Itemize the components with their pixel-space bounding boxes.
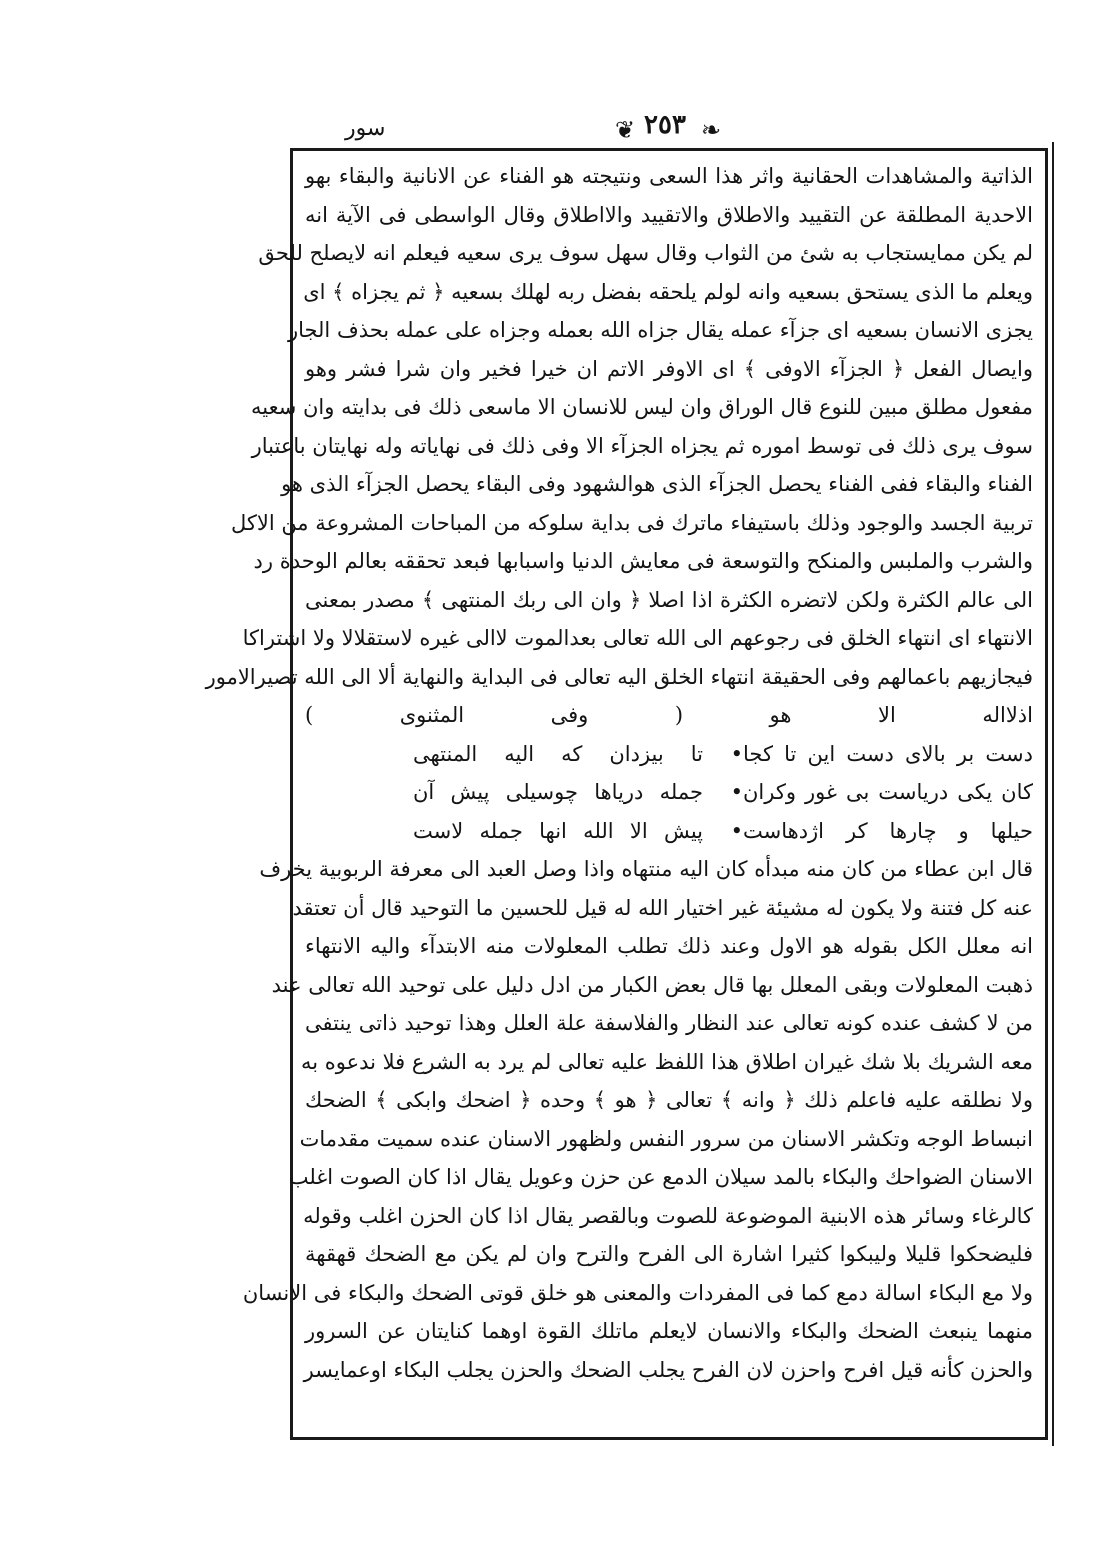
text-line: الذاتية والمشاهدات الحقانية واثر هذا السعى ونتيجته هو الفناء عن الانانية والبقاء بهو (305, 164, 1033, 188)
text-line: فليضحكوا قليلا وليبكوا كثيرا اشارة الى الفرح والترح وان لم يكن مع الضحك قهقهة (305, 1242, 1033, 1266)
page-header (345, 110, 935, 152)
text-line: مفعول مطلق مبين للنوع قال الوراق وان ليس للانسان الا ماسعى ذلك فى بدايته وان سعيه (251, 395, 1033, 419)
ornament-right-icon: ❧ (701, 116, 722, 144)
verse-hemistich-right: حيلها و چارها كر اژدهاست (743, 818, 1033, 843)
verse-hemistich-left: جمله درياها چوسيلى پيش آن (413, 780, 703, 804)
text-line: من لا كشف عنده كونه تعالى عند النظار والفلاسفة علة العلل وهذا توحيد ذاتى ينتفى (305, 1011, 1033, 1035)
text-line: الاسنان الضواحك والبكاء بالمد سيلان الدمع عن حزن وعويل يقال اذا كان الصوت اغلب (288, 1165, 1033, 1189)
text-line: ولا مع البكاء اسالة دمع كما فى المفردات والمعنى هو خلق قوتى الضحك والبكاء فى الانسان (242, 1280, 1033, 1305)
text-line: انبساط الوجه وتكشر الاسنان من سرور النفس ولظهور الاسنان عنده سميت مقدمات (299, 1126, 1033, 1151)
verse-section (305, 735, 1033, 851)
text-line: عنه كل فتنة ولا يكون له مشيئة غير اختيار الله له قيل للحسين ما التوحيد قال أن تعتقد (292, 895, 1033, 920)
text-line: الى عالم الكثرة ولكن لاتضره الكثرة اذا اصلا ﴿ وان الى ربك المنتهى ﴾ مصدر بمعنى (305, 587, 1033, 612)
text-line: اذلااله الا هو ( وفى المثنوى ) (305, 703, 1033, 727)
text-line: والحزن كأنه قيل افرح واحزن لان الفرح يجلب الضحك والحزن يجلب البكاء اوعمايسر (303, 1357, 1033, 1382)
text-section-bottom (242, 850, 1033, 1389)
text-line: معه الشريك بلا شك غيران اطلاق هذا اللفظ عليه تعالى لم يرد به الشرع فلا ندعوه به (300, 1049, 1033, 1074)
text-line: فيجازيهم باعمالهم وفى الحقيقة انتهاء الخلق اليه تعالى فى البداية والنهاية ألا الى الله تصيرالامور (205, 664, 1033, 689)
text-line: تربية الجسد والوجود وذلك باستيفاء ماترك فى بداية سلوكه من المباحات المشروعة من الاكل (230, 510, 1033, 535)
text-line: قال ابن عطاء من كان منه مبدأه كان اليه منتهاه واذا وصل العبد الى معرفة الربوبية يخرف (259, 857, 1033, 881)
page-number: ٢٥٣ (644, 110, 686, 140)
ornament-left-icon: ❦ (615, 116, 636, 144)
verse-separator: • (730, 818, 743, 843)
text-line: كالرغاء وسائر هذه الابنية الموضوعة للصوت وبالقصر يقال اذا كان الحزن اغلب وقوله (303, 1203, 1033, 1228)
text-block (205, 157, 1033, 1389)
text-line: سوف يرى ذلك فى توسط اموره ثم يجزاه الجزآء الا وفى ذلك فى نهاياته وله نهايتان باعتبار (251, 433, 1033, 458)
running-title: سور (345, 116, 386, 141)
text-line: منهما ينبعث الضحك والبكاء والانسان لايعلم ماتلك القوة اوهما كنايتان عن السرور (305, 1319, 1033, 1343)
verse-line (305, 773, 1033, 812)
text-line: الانتهاء اى انتهاء الخلق فى رجوعهم الى الله تعالى بعدالموت لاالى غيره لاستقلالا ولا اشتراكا (242, 626, 1033, 650)
text-line: ويعلم ما الذى يستحق بسعيه وانه لولم يلحقه بفضل ربه لهلك بسعيه ﴿ ثم يجزاه ﴾ اى (303, 279, 1033, 304)
text-line: الفناء والبقاء ففى الفناء يحصل الجزآء الذى هوالشهود وفى البقاء يحصل الجزآء الذى هو (281, 472, 1033, 496)
text-line: ولا نطلقه عليه فاعلم ذلك ﴿ وانه ﴾ تعالى ﴿ هو ﴾ وحده ﴿ اضحك وابكى ﴾ الضحك (305, 1088, 1033, 1112)
verse-separator: • (730, 741, 743, 766)
text-line: انه معلل الكل بقوله هو الاول وعند ذلك تطلب المعلولات منه الابتدآء واليه الانتهاء (305, 934, 1033, 958)
text-line: الاحدية المطلقة عن التقييد والاطلاق والاتقييد والااطلاق وقال الواسطى فى الآية انه (305, 202, 1033, 227)
text-line: ذهبت المعلولات وبقى المعلل بها قال بعض الكبار من ادل دليل على توحيد الله تعالى عند (271, 972, 1033, 997)
text-line: لم يكن ممايستجاب به شئ من الثواب وقال سهل سوف يرى سعيه فيعلم انه لايصلح للحق (258, 241, 1033, 265)
verse-hemistich-left: پيش الا الله انها جمله لاست (413, 818, 703, 843)
verse-line (305, 735, 1033, 774)
text-frame (205, 148, 1048, 1440)
verse-line (305, 812, 1033, 851)
text-line: يجزى الانسان بسعيه اى جزآء عمله يقال جزاه الله بعمله وجزاه على عمله بحذف الجار (287, 318, 1033, 342)
verse-hemistich-right: دست بر بالاى دست اين تا كجا (743, 741, 1033, 766)
text-section-top (205, 157, 1033, 735)
text-line: وايصال الفعل ﴿ الجزآء الاوفى ﴾ اى الاوفر الاتم ان خيرا فخير وان شرا فشر وهو (305, 356, 1033, 381)
verse-separator: • (730, 780, 743, 804)
verse-hemistich-right: كان يكى درياست بى غور وكران (743, 780, 1033, 804)
verse-hemistich-left: تا بيزدان كه اليه المنتهى (413, 741, 703, 766)
text-line: والشرب والملبس والمنكح والتوسعة فى معايش الدنيا واسبابها فبعد تحققه بعالم الوحدة رد (253, 549, 1033, 573)
